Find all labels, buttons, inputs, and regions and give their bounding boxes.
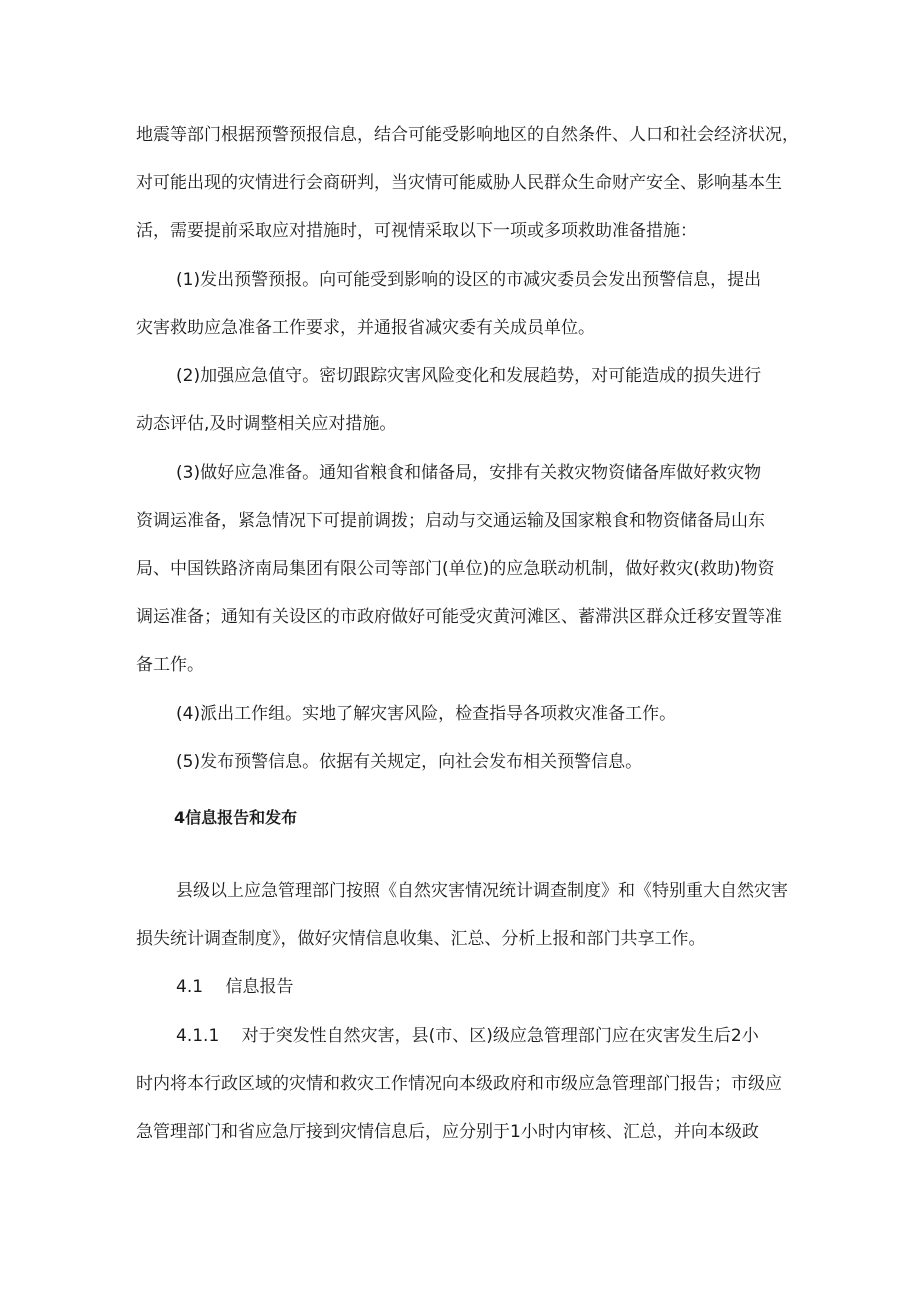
list-item-line: 备工作。: [136, 655, 204, 675]
list-item-line: (1)发出预警预报。向可能受到影响的设区的市减灾委员会发出预警信息，提出: [176, 270, 762, 290]
paragraph-line: 4.1.1 对于突发性自然灾害，县(市、区)级应急管理部门应在灾害发生后2小: [176, 1026, 759, 1046]
paragraph-line: 县级以上应急管理部门按照《自然灾害情况统计调查制度》和《特别重大自然灾害: [176, 881, 788, 901]
list-item-line: 调运准备；通知有关设区的市政府做好可能受灾黄河滩区、蓄滞洪区群众迁移安置等准: [136, 607, 782, 627]
list-item-line: (5)发布预警信息。依据有关规定，向社会发布相关预警信息。: [176, 752, 643, 772]
section-heading: 4信息报告和发布: [174, 808, 298, 827]
list-item-line: (3)做好应急准备。通知省粮食和储备局，安排有关救灾物资储备库做好救灾物: [176, 463, 762, 483]
list-item-line: 局、中国铁路济南局集团有限公司等部门(单位)的应急联动机制，做好救灾(救助)物资: [136, 559, 775, 579]
paragraph-line: 急管理部门和省应急厅接到灾情信息后，应分别于1小时内审核、汇总，并向本级政: [136, 1122, 759, 1142]
paragraph-line: 活，需要提前采取应对措施时，可视情采取以下一项或多项救助准备措施：: [136, 221, 697, 241]
list-item-line: 灾害救助应急准备工作要求，并通报省减灾委有关成员单位。: [136, 318, 595, 338]
list-item-line: (4)派出工作组。实地了解灾害风险，检查指导各项救灾准备工作。: [176, 704, 677, 724]
list-item-line: 资调运准备，紧急情况下可提前调拨；启动与交通运输及国家粮食和物资储备局山东: [136, 511, 765, 531]
paragraph-line: 损失统计调查制度》，做好灾情信息收集、汇总、分析上报和部门共享工作。: [136, 929, 706, 949]
list-item-line: 动态评估,及时调整相关应对措施。: [136, 414, 397, 434]
paragraph-line: 地震等部门根据预警预报信息，结合可能受影响地区的自然条件、人口和社会经济状况，: [136, 125, 799, 145]
subsection-heading: 4.1 信息报告: [176, 977, 294, 997]
paragraph-line: 对可能出现的灾情进行会商研判，当灾情可能威胁人民群众生命财产安全、影响基本生: [136, 173, 782, 193]
list-item-line: (2)加强应急值守。密切跟踪灾害风险变化和发展趋势，对可能造成的损失进行: [176, 366, 762, 386]
paragraph-line: 时内将本行政区域的灾情和救灾工作情况向本级政府和市级应急管理部门报告；市级应: [136, 1074, 782, 1094]
